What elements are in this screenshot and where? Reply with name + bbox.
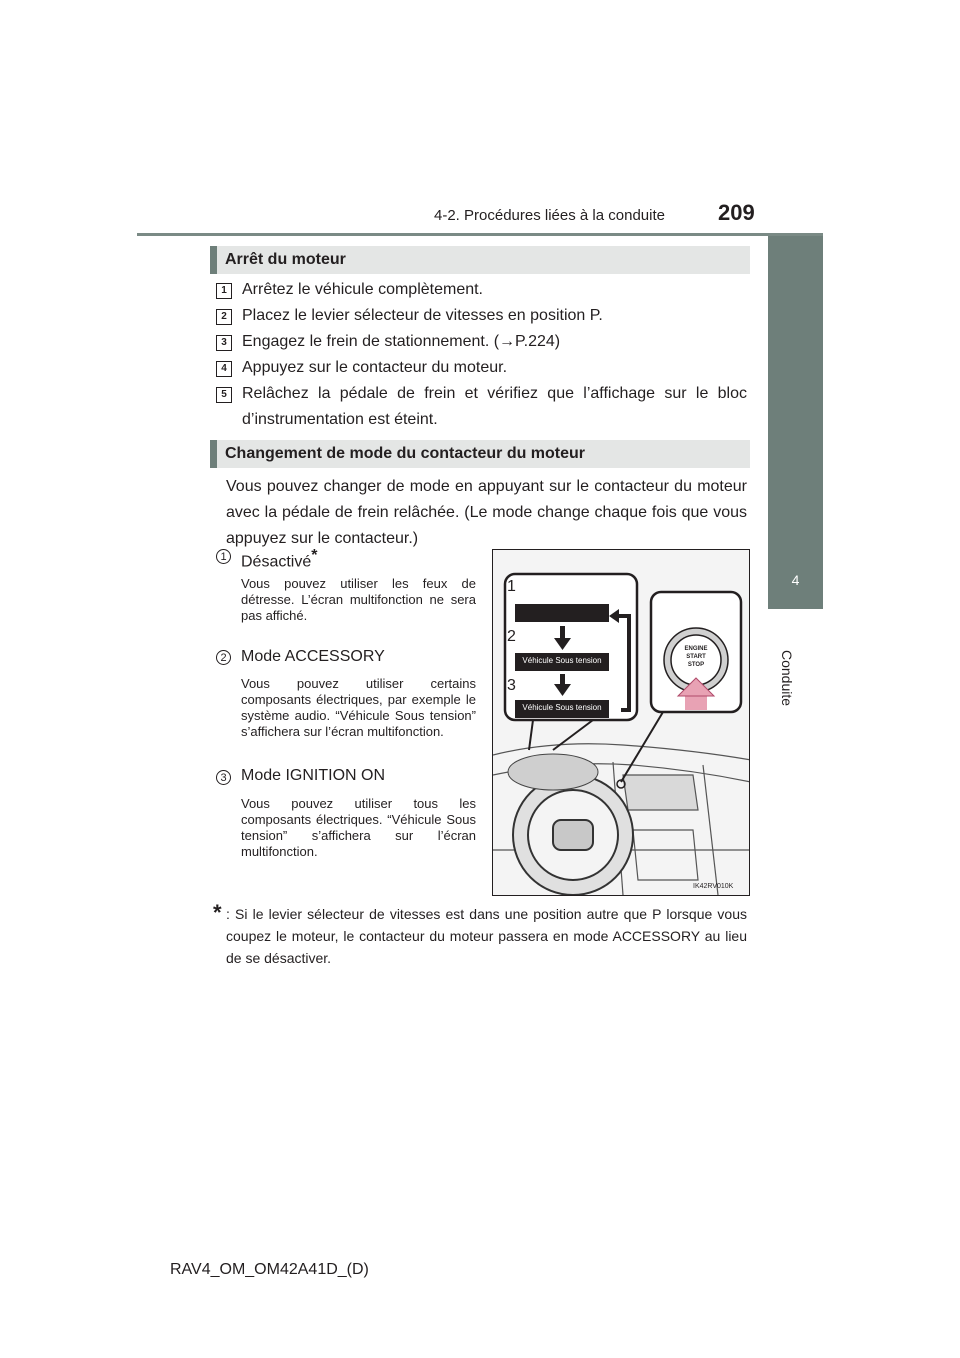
mode-description: Vous pouvez utiliser les feux de détresse. L’écran multifonction ne sera pas affiché. <box>241 576 476 623</box>
header-rule <box>137 233 823 236</box>
figure-label-1: 1 <box>507 578 516 595</box>
button-text-line: ENGINE <box>684 646 708 652</box>
illustration-svg <box>493 550 750 896</box>
step-number: 2 <box>216 309 232 325</box>
display-text-ignition: Véhicule Sous tension <box>522 703 602 712</box>
footnote-asterisk: * <box>213 900 222 925</box>
mode-description: Vous pouvez utiliser certains composants électriques, par exemple le système audio. “Véhicule Sous tension” s’affichera sur l’écran multifonction. <box>241 676 476 739</box>
mode-number: 3 <box>216 770 231 785</box>
side-tab-bar <box>768 236 823 551</box>
step-text: Appuyez sur le contacteur du moteur. <box>242 359 508 376</box>
mode-number: 1 <box>216 549 231 564</box>
button-text-line: START <box>686 654 706 660</box>
document-code: RAV4_OM_OM42A41D_(D) <box>170 1261 369 1278</box>
step-number: 3 <box>216 335 232 351</box>
chapter-tab-label: Conduite <box>779 650 795 707</box>
section-intro: Vous pouvez changer de mode en appuyant sur le contacteur du moteur avec la pédale de frein relâchée. (Le mode change chaque fois que vous appuyez sur le contacteur.) <box>226 478 747 547</box>
step-number: 5 <box>216 387 232 403</box>
section-title-mode-change: Changement de mode du contacteur du moteur <box>210 440 750 468</box>
button-text-line: STOP <box>687 662 705 668</box>
display-text-accessory: Véhicule Sous tension <box>522 656 602 665</box>
mode-title: Mode IGNITION ON <box>241 767 386 784</box>
step-number: 1 <box>216 283 232 299</box>
step-number: 4 <box>216 361 232 377</box>
step-text: Arrêtez le véhicule complètement. <box>242 281 483 298</box>
chapter-tab-number: 4 <box>768 551 823 609</box>
asterisk-mark: * <box>311 547 318 564</box>
figure-code: IK42RV010K <box>693 883 734 890</box>
figure-label-2: 2 <box>507 628 516 645</box>
step-text: Relâchez la pédale de frein et vérifiez que l’affichage sur le bloc d’instrumentation est éteint. <box>242 385 747 428</box>
mode-description: Vous pouvez utiliser tous les composants électriques. “Véhicule Sous tension” s’affichera sur l’écran multifonction. <box>241 796 476 859</box>
step-text: Placez le levier sélecteur de vitesses en position P. <box>242 307 603 324</box>
mode-title: Désactivé* <box>241 547 318 571</box>
step-text: Engagez le frein de stationnement. (→P.224) <box>242 333 561 350</box>
section-header: 4-2. Procédures liées à la conduite <box>434 207 665 224</box>
engine-switch-illustration <box>492 549 750 896</box>
section-title-engine-stop: Arrêt du moteur <box>210 246 750 274</box>
footnote-text: : Si le levier sélecteur de vitesses est dans une position autre que P lorsque vous coupez le moteur, le contacteur du moteur passera en mode ACCESSORY au lieu de se désactiver. <box>226 906 747 966</box>
page-number: 209 <box>718 200 755 225</box>
mode-number: 2 <box>216 650 231 665</box>
figure-label-3: 3 <box>507 677 516 694</box>
mode-title: Mode ACCESSORY <box>241 648 385 665</box>
engine-start-stop-button <box>676 645 716 669</box>
